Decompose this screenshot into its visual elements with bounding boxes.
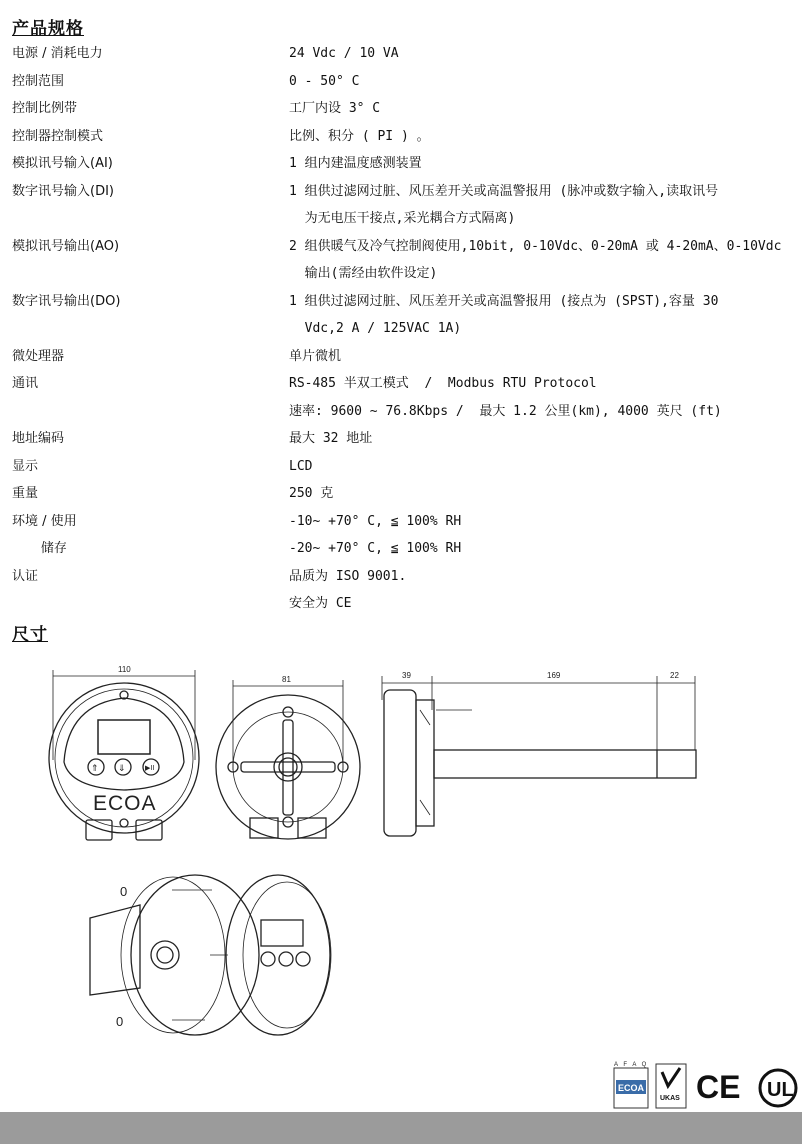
spec-value: 安全为 CE	[289, 596, 352, 611]
spec-key: 储存	[12, 541, 67, 556]
ul-mark-icon	[760, 1070, 796, 1106]
spec-value: 最大 32 地址	[289, 431, 373, 446]
spec-key: 环境 / 使用	[12, 513, 77, 529]
spec-heading: 产品规格	[12, 19, 84, 39]
svg-text:▶II: ▶II	[145, 765, 155, 772]
ukas-logo-icon	[656, 1064, 686, 1108]
spec-value: 单片微机	[289, 348, 342, 364]
spec-row	[12, 398, 802, 426]
spec-row	[12, 123, 802, 151]
spec-value: 250 克	[289, 486, 334, 501]
spec-row	[12, 95, 802, 123]
spec-row	[12, 453, 802, 481]
spec-value: -10~ +70° C, ≦ 100% RH	[289, 513, 462, 529]
certification-logos	[612, 1060, 802, 1112]
spec-value: LCD	[289, 458, 313, 474]
spec-value: RS-485 半双工模式 / Modbus RTU Protocol	[289, 376, 597, 391]
spec-value: 速率: 9600 ~ 76.8Kbps / 最大 1.2 公里(km), 4000 英尺 (ft)	[289, 403, 722, 419]
spec-key: 电源 / 消耗电力	[12, 46, 103, 61]
brand-label: ECOA	[93, 792, 157, 815]
spec-value: 比例、积分 ( PI ) 。	[289, 128, 430, 144]
spec-key: 数字讯号输入(DI)	[12, 183, 114, 199]
exploded-label-bottom: 0	[116, 1014, 124, 1029]
spec-row	[12, 535, 802, 563]
spec-row	[12, 288, 802, 343]
svg-text:⇓: ⇓	[118, 763, 126, 773]
footer-bar	[0, 1112, 802, 1144]
dimension-drawings	[0, 650, 802, 1050]
spec-key: 模拟讯号输入(AI)	[12, 156, 113, 171]
spec-key	[12, 398, 289, 426]
spec-row	[12, 343, 802, 371]
spec-key	[12, 590, 289, 618]
svg-text:⇑: ⇑	[91, 763, 99, 773]
spec-row	[12, 150, 802, 178]
spec-row	[12, 40, 802, 68]
spec-row	[12, 508, 802, 536]
exploded-view-drawing	[90, 875, 331, 1035]
spec-value: 0 - 50° C	[289, 73, 360, 89]
spec-value: 1 组供过滤网过脏、风压差开关或高温警报用 (接点为 (SPST),容量 30 Vdc,2 A / 125VAC 1A)	[289, 293, 719, 336]
side-dim-b-label: 169	[547, 671, 561, 680]
spec-key: 地址编码	[12, 431, 65, 446]
spec-key: 认证	[12, 568, 39, 584]
spec-key: 重量	[12, 486, 39, 501]
spec-value: 2 组供暖气及冷气控制阀使用,10bit, 0-10Vdc、0-20mA 或 4-20mA、0-10Vdc 输出(需经由软件设定)	[289, 238, 782, 281]
spec-row	[12, 563, 802, 591]
back-width-label: 81	[282, 675, 291, 684]
spec-key: 控制范围	[12, 73, 65, 89]
back-view-drawing	[216, 675, 360, 839]
spec-row	[12, 233, 802, 288]
spec-value: 24 Vdc / 10 VA	[289, 46, 399, 61]
spec-key: 微处理器	[12, 348, 65, 364]
svg-text:A F A Q: A F A Q	[614, 1062, 649, 1068]
front-view-drawing	[49, 665, 199, 840]
svg-text:UL: UL	[767, 1079, 794, 1101]
spec-key: 通讯	[12, 376, 39, 391]
spec-value: 工厂内设 3° C	[289, 101, 381, 116]
spec-row	[12, 425, 802, 453]
spec-row	[12, 178, 802, 233]
spec-key: 显示	[12, 458, 39, 474]
spec-key: 控制比例带	[12, 101, 78, 116]
spec-key: 数字讯号输出(DO)	[12, 293, 121, 309]
spec-value: 1 组供过滤网过脏、风压差开关或高温警报用 (脉冲或数字输入,读取讯号 为无电压干接点,采光耦合方式隔离)	[289, 183, 719, 226]
spec-value: 1 组内建温度感测装置	[289, 156, 422, 171]
svg-text:UKAS: UKAS	[660, 1095, 680, 1102]
side-view-drawing	[382, 671, 696, 836]
exploded-label-top: 0	[120, 884, 128, 899]
spec-value: 品质为 ISO 9001.	[289, 568, 407, 584]
dimensions-heading: 尺寸	[12, 625, 48, 645]
spec-row	[12, 68, 802, 96]
spec-value: -20~ +70° C, ≦ 100% RH	[289, 541, 462, 556]
spec-row	[12, 590, 802, 618]
spec-row	[12, 480, 802, 508]
ce-mark-icon: CE	[696, 1069, 741, 1105]
spec-row	[12, 370, 802, 398]
spec-key: 控制器控制模式	[12, 128, 104, 144]
side-dim-a-label: 39	[402, 671, 411, 680]
spec-key: 模拟讯号输出(AO)	[12, 238, 120, 254]
spec-table	[12, 40, 802, 618]
front-width-label: 110	[118, 665, 131, 674]
afaq-logo-icon	[614, 1062, 648, 1108]
svg-text:ECOA: ECOA	[618, 1083, 645, 1093]
side-dim-c-label: 22	[670, 671, 679, 680]
